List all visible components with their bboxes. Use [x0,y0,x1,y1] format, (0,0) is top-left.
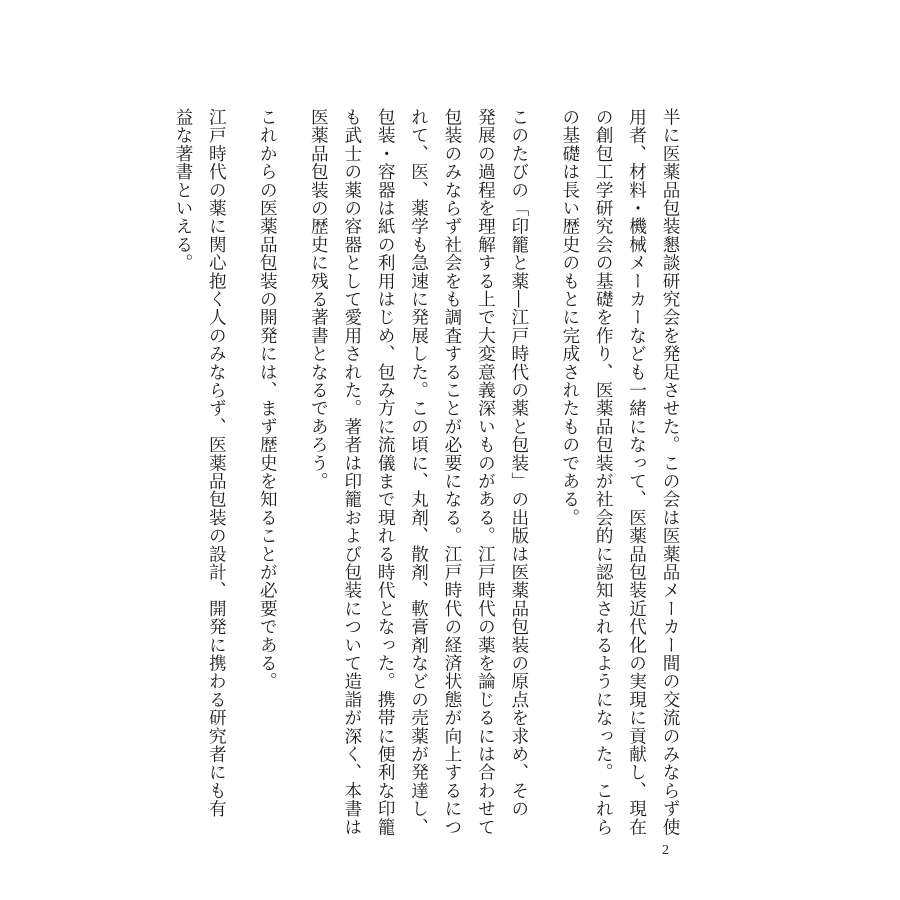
text-line: の基礎は長い歴史のもとに完成されたものである。 [559,108,580,527]
text-line: の創包工学研究会の基礎を作り、医薬品包装が社会的に認知されるようになった。これら [593,108,614,836]
text-line: 益な著書といえる。 [172,108,193,272]
text-line: 包装のみならず社会をも調査することが必要になる。江戸時代の経済状態が向上するにつ [441,108,462,836]
text-line: 包装・容器は紙の利用はじめ、包み方に流儀まで現れる時代となった。携帯に便利な印籠 [375,108,396,836]
text-line: 半に医薬品包装懇談研究会を発足させた。この会は医薬品メーカー間の交流のみならず使 [660,108,680,836]
text-line: これからの医薬品包装の開発には、まず歴史を知ることが必要である。 [257,108,278,691]
text-line: 発展の過程を理解する上で大変意義深いものがある。江戸時代の薬を論じるには合わせて [475,108,496,836]
page-number: 2 [662,843,669,858]
text-line: 用者、材料・機械メーカーなども一緒になって、医薬品包装近代化の実現に貢献し、現在 [626,108,647,836]
text-line: このたびの「印籠と薬―江戸時代の薬と包装」の出版は医薬品包装の原点を求め、その [508,108,529,818]
text-line: も武士の薬の容器として愛用された。著者は印籠および包装について造詣が深く、本書は [341,108,362,836]
text-line: 江戸時代の薬に関心抱く人のみならず、医薬品包装の設計、開発に携わる研究者にも有 [206,108,227,818]
vertical-text-body [166,108,686,836]
text-line: れて、医、薬学も急速に発展した。この頃に、丸剤、散剤、軟膏剤などの売薬が発達し、 [408,108,429,836]
text-line: 医薬品包装の歴史に残る著書となるであろう。 [308,108,329,491]
